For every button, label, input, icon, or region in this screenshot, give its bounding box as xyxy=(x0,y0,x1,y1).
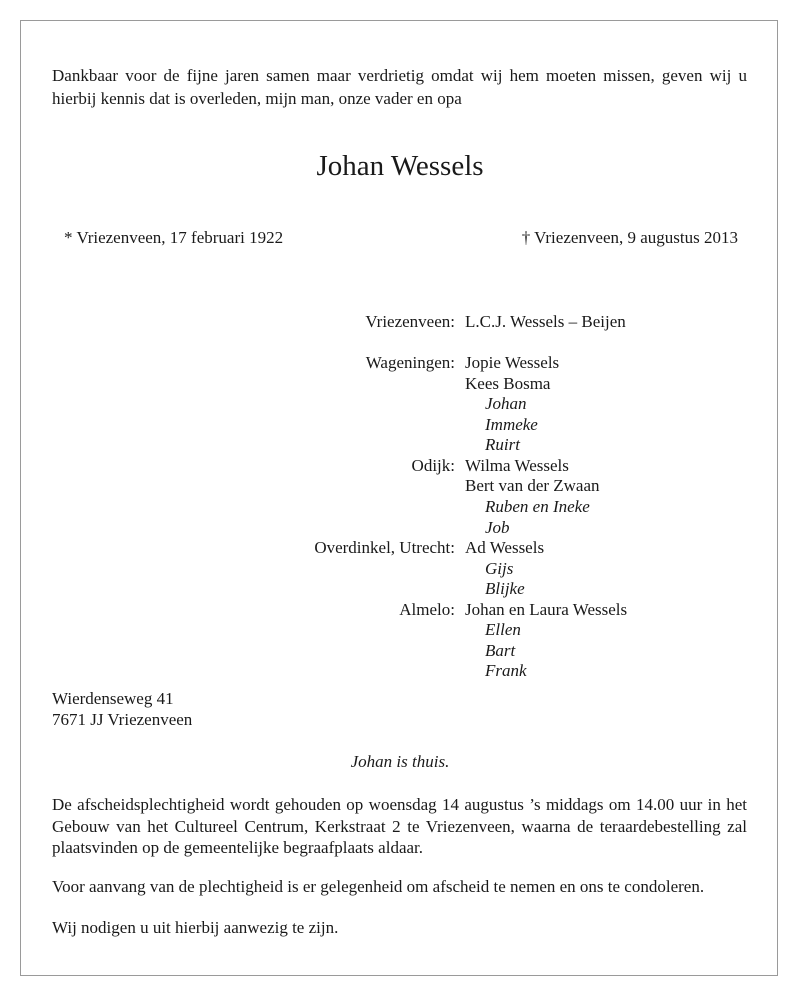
relative-name: Bert van der Zwaan xyxy=(465,476,600,495)
relative-place: Overdinkel, Utrecht: xyxy=(314,538,455,557)
grandchild-name: Johan xyxy=(485,394,527,413)
grandchild-name: Ruben en Ineke xyxy=(485,497,590,516)
address-city: 7671 JJ Vriezenveen xyxy=(52,710,193,729)
relative-name: Wilma Wessels xyxy=(465,456,569,475)
condolence-paragraph: Voor aanvang van de plechtigheid is er gelegenheid om afscheid te nemen en ons te condoleren. xyxy=(52,877,705,896)
relative-place: Odijk: xyxy=(411,456,455,475)
grandchild-name: Job xyxy=(485,518,510,537)
invitation-paragraph: Wij nodigen u uit hierbij aanwezig te zijn. xyxy=(52,918,339,937)
relative-place: Wageningen: xyxy=(365,353,455,372)
relative-place: Vriezenveen: xyxy=(365,312,455,331)
relative-name: Jopie Wessels xyxy=(465,353,560,372)
grandchild-name: Immeke xyxy=(485,415,538,434)
grandchild-name: Gijs xyxy=(485,559,514,578)
home-address xyxy=(52,688,192,730)
relative-name: L.C.J. Wessels – Beijen xyxy=(465,312,626,331)
relative-name: Kees Bosma xyxy=(465,374,551,393)
relative-name: Ad Wessels xyxy=(465,538,545,557)
grandchild-name: Blijke xyxy=(485,579,525,598)
relative-place: Almelo: xyxy=(399,600,455,619)
relative-name: Johan en Laura Wessels xyxy=(465,600,628,619)
intro-text: Dankbaar voor de fijne jaren samen maar verdrietig omdat wij hem moeten missen, geven wij u hierbij kennis dat is overleden, mijn man, onze vader en opa xyxy=(52,66,747,108)
ceremony-paragraph: De afscheidsplechtigheid wordt gehouden op woensdag 14 augustus ’s middags om 14.00 uur in het Gebouw van het Cultureel Centrum, Kerkstraat 2 te Vriezenveen, waarna de teraardebestelling zal plaatsvinden op de gemeentelijke begraafplaats aldaar. xyxy=(52,795,747,857)
grandchild-name: Frank xyxy=(485,661,527,680)
grandchild-name: Ruirt xyxy=(485,435,520,454)
grandchild-name: Ellen xyxy=(485,620,521,639)
home-note: Johan is thuis. xyxy=(350,752,450,771)
grandchild-name: Bart xyxy=(485,641,516,660)
birth-line: * Vriezenveen, 17 februari 1922 xyxy=(64,228,284,247)
address-street: Wierdenseweg 41 xyxy=(52,689,174,708)
death-line: † Vriezenveen, 9 augustus 2013 xyxy=(521,228,738,247)
deceased-name: Johan Wessels xyxy=(316,150,484,182)
